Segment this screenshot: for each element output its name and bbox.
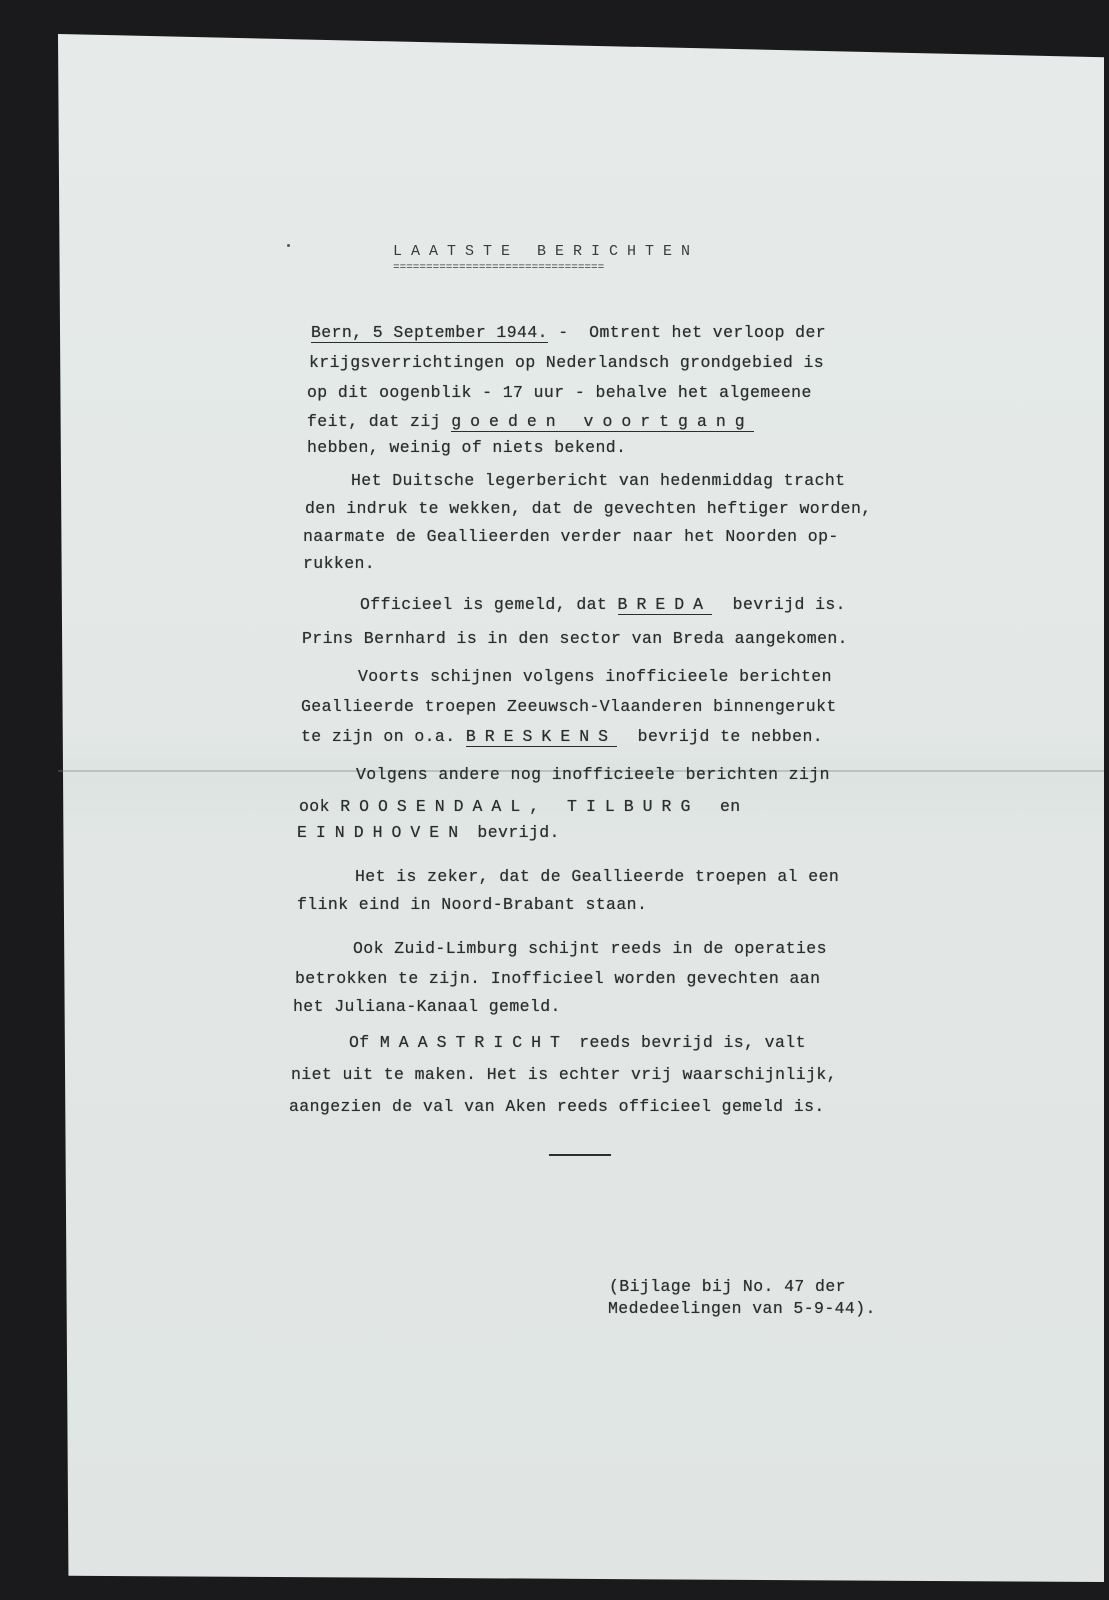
text-line-13: Geallieerde troepen Zeeuwsch-Vlaanderen binnengerukt (301, 697, 837, 716)
place-breskens: BRESKENS (465, 727, 618, 746)
place-breda: BREDA (617, 595, 713, 614)
text-line-7: den indruk te wekken, dat de gevechten heftiger worden, (305, 499, 872, 518)
text-line-1: Bern, 5 September 1944. - Omtrent het verloop der (311, 323, 827, 342)
text-line-8: naarmate de Geallieerden verder naar het Noorden op- (303, 527, 839, 546)
text-line-20: Ook Zuid-Limburg schijnt reeds in de operaties (353, 939, 827, 958)
text-line-10: Officieel is gemeld, dat BREDA bevrijd is. (360, 595, 846, 614)
text-line-2: krijgsverrichtingen op Nederlandsch grondgebied is (309, 353, 825, 372)
text-line-15: Volgens andere nog inofficieele berichten zijn (356, 765, 830, 784)
text-line-6: Het Duitsche legerbericht van hedenmiddag tracht (351, 471, 846, 490)
text-line-23: Of MAASTRICHT reeds bevrijd is, valt (349, 1033, 806, 1052)
dateline: Bern, 5 September 1944. (311, 323, 548, 342)
footnote-line-1: (Bijlage bij No. 47 der (609, 1277, 846, 1296)
text-line-25: aangezien de val van Aken reeds officieel gemeld is. (289, 1097, 825, 1116)
text-line-18: Het is zeker, dat de Geallieerde troepen al een (355, 867, 840, 886)
text-line-4: feit, dat zij goeden voortgang (307, 412, 754, 431)
text-line-21: betrokken te zijn. Inofficieel worden gevechten aan (295, 969, 821, 988)
text-line-14: te zijn on o.a. BRESKENS bevrijd te nebben. (301, 727, 824, 746)
title-underline: ================================ (393, 262, 605, 274)
text-line-5: hebben, weinig of niets bekend. (307, 438, 627, 457)
text-line-3: op dit oogenblik - 17 uur - behalve het algemeene (307, 383, 812, 402)
text-line-24: niet uit te maken. Het is echter vrij waarschijnlijk, (291, 1065, 837, 1084)
typewriter-mark (287, 244, 290, 247)
closing-rule (549, 1154, 611, 1156)
text-line-11: Prins Bernhard is in den sector van Breda aangekomen. (302, 629, 848, 648)
document-title: LAATSTE BERICHTEN (393, 243, 700, 260)
text-line-16: ook ROOSENDAAL, TILBURG en (299, 797, 741, 816)
emphasis-goeden-voortgang: goeden voortgang (451, 412, 754, 431)
text-line-17: EINDHOVEN bevrijd. (297, 823, 560, 842)
text-line-22: het Juliana-Kanaal gemeld. (293, 997, 561, 1016)
text-line-19: flink eind in Noord-Brabant staan. (297, 895, 648, 914)
text-line-12: Voorts schijnen volgens inofficieele berichten (358, 667, 832, 686)
places-roosendaal-tilburg: ROOSENDAAL, TILBURG (340, 797, 700, 816)
place-maastricht: MAASTRICHT (379, 1033, 569, 1052)
place-eindhoven: EINDHOVEN (297, 823, 468, 842)
footnote-line-2: Mededeelingen van 5-9-44). (608, 1299, 876, 1318)
text-line-9: rukken. (303, 554, 376, 573)
